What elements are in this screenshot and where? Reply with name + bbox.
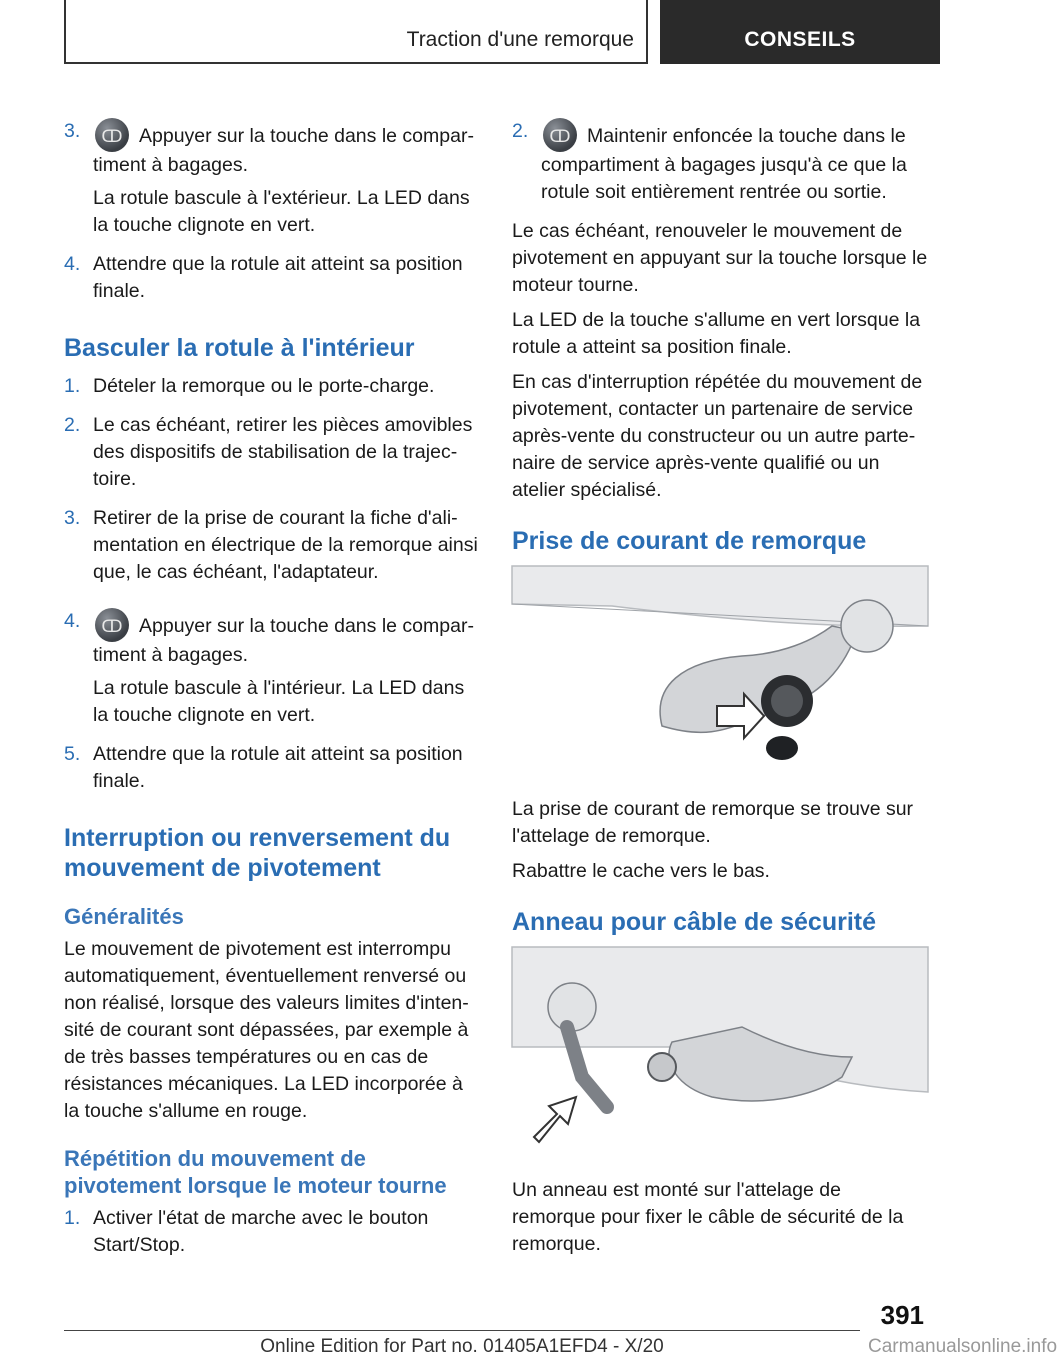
trailer-hitch-button-icon xyxy=(95,118,129,152)
heading-interruption: Interruption ou renversement du mouvement de pivotement xyxy=(64,824,451,882)
step-text: Maintenir enfoncée la touche dans le compartiment à bagages jusqu'à ce que la rotule soit entièrement rentrée ou sortie. xyxy=(541,125,907,203)
step-item xyxy=(64,373,480,406)
step-text: Attendre que la rotule ait atteint sa position finale. xyxy=(93,253,463,302)
trailer-hitch-button-icon xyxy=(543,118,577,152)
step-note: La rotule bascule à l'extérieur. La LED dans la touche clignote en vert. xyxy=(93,187,470,236)
step-number: 2. xyxy=(512,120,529,142)
trailer-hitch-button-icon xyxy=(95,608,129,642)
step-note: La rotule bascule à l'intérieur. La LED dans la touche clignote en vert. xyxy=(93,677,465,726)
step-text: Activer l'état de marche avec le bouton Start/Stop. xyxy=(93,1207,429,1256)
heading-anneau: Anneau pour câble de sécurité xyxy=(512,908,876,936)
step-number: 3. xyxy=(64,120,81,142)
step-item xyxy=(64,608,480,735)
heading-generalites: Généralités xyxy=(64,904,184,929)
step-number: 5. xyxy=(64,743,81,765)
step-item xyxy=(64,505,480,592)
step-text: Appuyer sur la touche dans le compartiment à bagages. xyxy=(93,615,474,666)
step-text: Dételer la remorque ou le porte-charge. xyxy=(93,375,435,397)
heading-repetition: Répétition du mouvement de pivotement lorsque le moteur tourne xyxy=(64,1146,447,1198)
step-item xyxy=(64,1205,480,1265)
paragraph: La LED de la touche s'allume en vert lorsque la rotule a atteint sa position finale. xyxy=(512,309,921,358)
heading-basculer: Basculer la rotule à l'intérieur xyxy=(64,334,415,362)
step-number: 1. xyxy=(64,375,81,397)
step-item xyxy=(512,118,928,212)
header-chapter-tab xyxy=(660,0,940,64)
step-text: Le cas échéant, retirer les pièces amovibles des dispositifs de stabilisation de la trajectoire. xyxy=(93,414,473,490)
step-text: Attendre que la rotule ait atteint sa position finale. xyxy=(93,743,463,792)
paragraph: En cas d'interruption répétée du mouvement de pivotement, contacter un partenaire de service après-vente du constructeur ou un autre partenaire de service après-vente qualifié ou un atelier spécialisé. xyxy=(512,371,923,501)
step-number: 4. xyxy=(64,610,81,632)
footer-watermark: Carmanualsonline.info xyxy=(868,1336,1057,1357)
anneau-text: Un anneau est monté sur l'attelage de remorque pour fixer le câble de sécurité de la remorque. xyxy=(512,1179,904,1255)
step-item xyxy=(64,251,480,311)
generalites-text: Le mouvement de pivotement est interrompu automatiquement, éventuellement renversé ou non réalisé, lorsque des valeurs limites d'intensité de courant sont dépassées, par exemple à de très basses températures ou en cas de résistances mécaniques. La LED incorporée à la touche s'allume en rouge. xyxy=(64,938,469,1122)
header-section-title: Traction d'une remorque xyxy=(406,28,634,51)
heading-prise: Prise de courant de remorque xyxy=(512,527,867,555)
prise-text: La prise de courant de remorque se trouve sur l'attelage de remorque. xyxy=(512,798,914,847)
step-text: Retirer de la prise de courant la fiche d'alimentation en électrique de la remorque ainsi que, le cas échéant, l'adaptateur. xyxy=(93,507,478,583)
footer-divider xyxy=(64,1330,860,1331)
header-chapter-title: CONSEILS xyxy=(744,28,856,51)
paragraph: Le cas échéant, renouveler le mouvement de pivotement en appuyant sur la touche lorsque le moteur tourne. xyxy=(512,220,928,296)
trailer-socket-illustration xyxy=(512,566,928,766)
step-number: 1. xyxy=(64,1207,81,1229)
step-text: Appuyer sur la touche dans le compartiment à bagages. xyxy=(93,125,474,176)
step-item xyxy=(64,741,480,801)
right-column xyxy=(512,118,928,1266)
footer-edition: Online Edition for Part no. 01405A1EFD4 - X/20 xyxy=(260,1336,664,1357)
prise-text: Rabattre le cache vers le bas. xyxy=(512,860,770,882)
step-number: 2. xyxy=(64,414,81,436)
left-column xyxy=(64,118,480,1271)
step-item xyxy=(64,412,480,499)
page-number: 391 xyxy=(880,1300,924,1330)
step-item xyxy=(64,118,480,245)
header-section-tab xyxy=(64,0,648,64)
safety-cable-ring-illustration xyxy=(512,947,928,1147)
step-number: 3. xyxy=(64,507,81,529)
step-number: 4. xyxy=(64,253,81,275)
